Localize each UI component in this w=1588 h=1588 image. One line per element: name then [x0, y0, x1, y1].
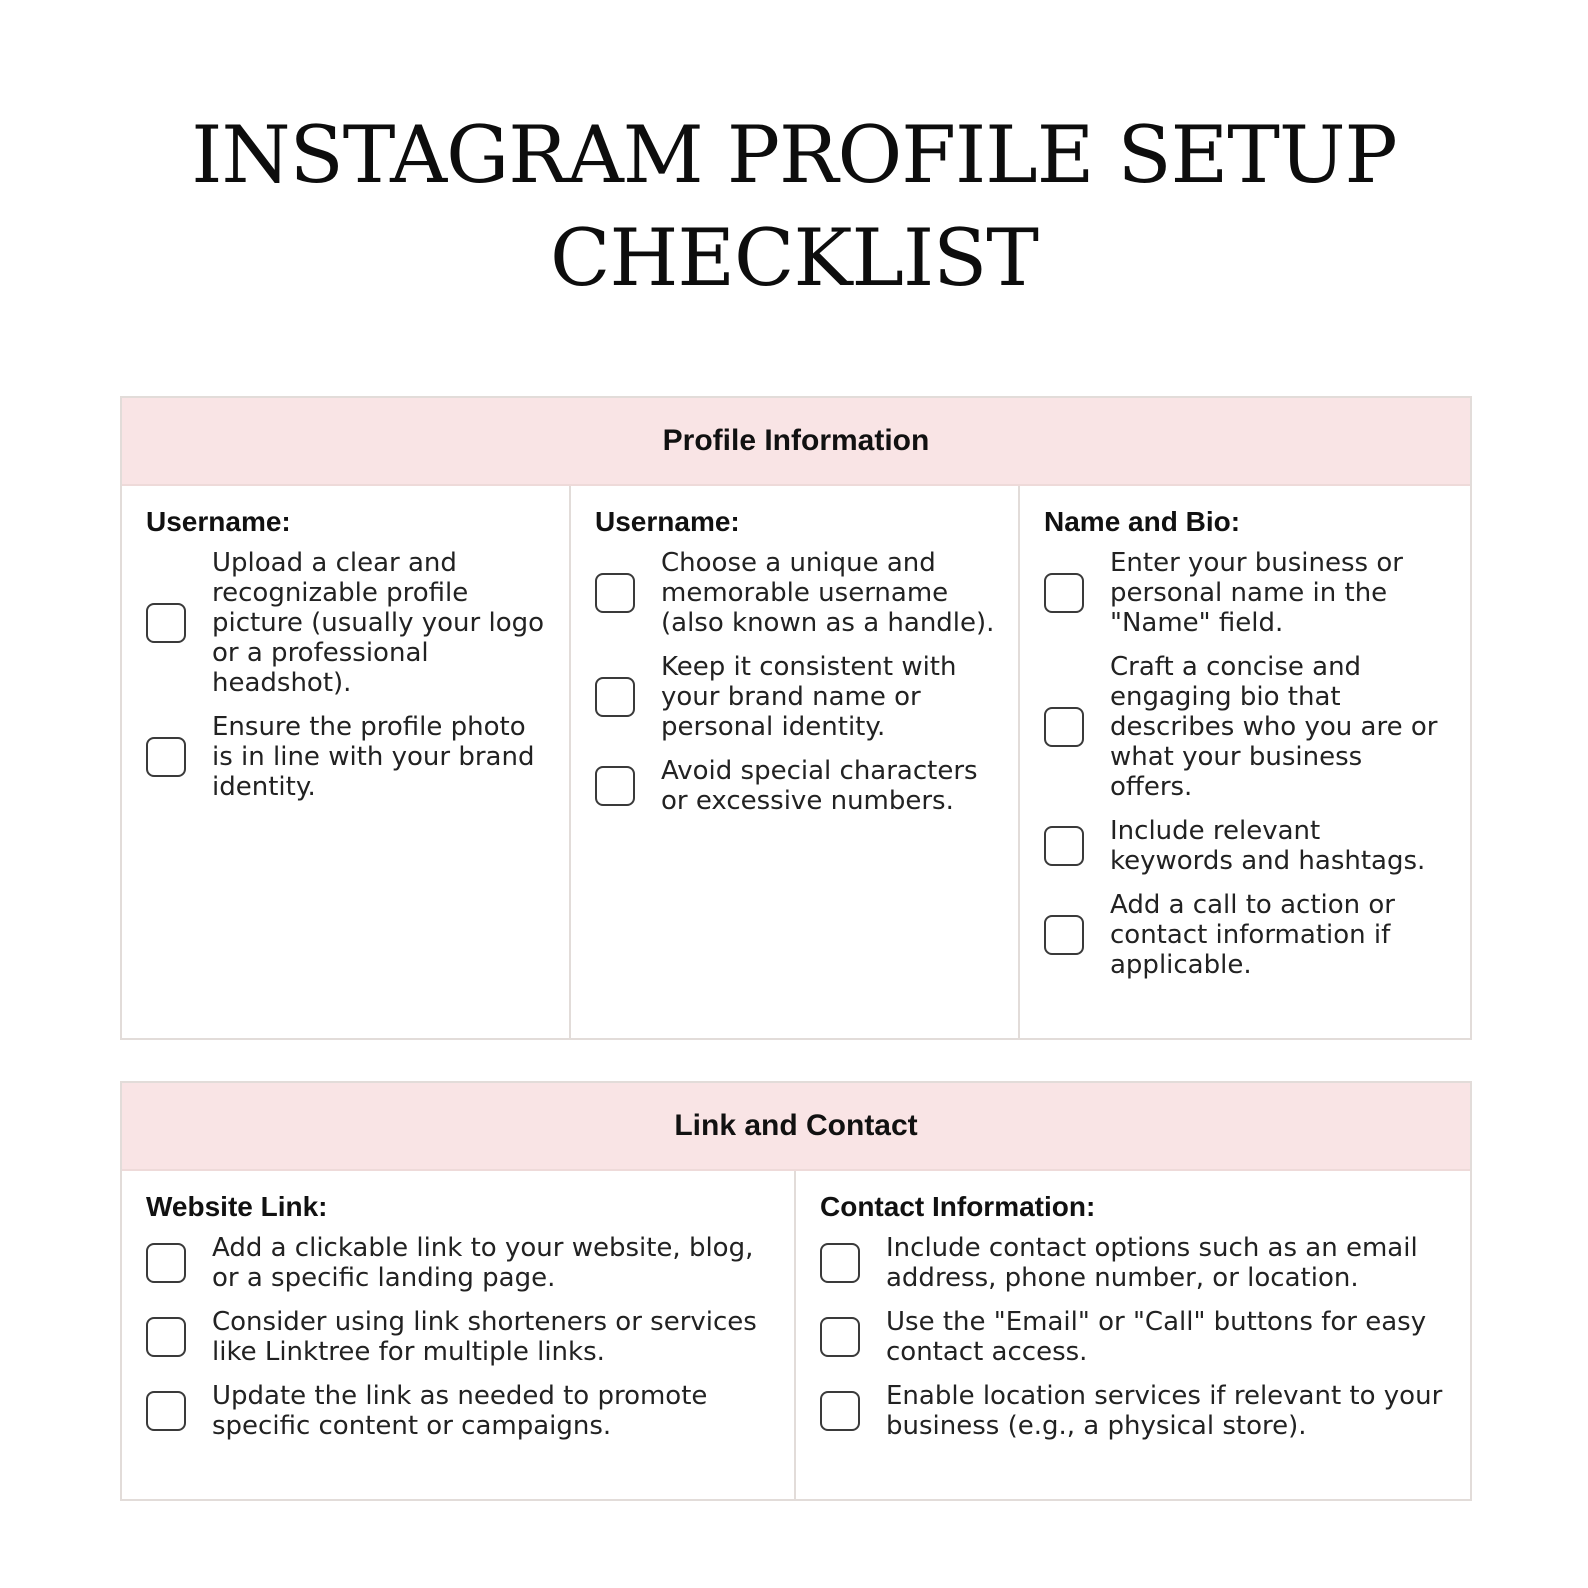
checkbox[interactable] [1044, 915, 1084, 955]
section-body [122, 486, 1470, 1038]
checklist-item [820, 1381, 1450, 1441]
checklist-item [820, 1307, 1450, 1367]
column-username-photo [122, 486, 571, 1038]
section-link-and-contact [120, 1081, 1472, 1501]
checklist-item [595, 756, 998, 816]
column-title: Name and Bio: [1044, 506, 1241, 537]
checklist-item-text: Choose a unique and memorable username (also known as a handle). [661, 548, 995, 638]
column-title: Website Link: [146, 1191, 328, 1222]
checkbox[interactable] [146, 603, 186, 643]
checklist-item [146, 1307, 774, 1367]
checklist-item-text: Enter your business or personal name in the "Name" field. [1110, 548, 1403, 638]
page-title-line-1: INSTAGRAM PROFILE SETUP [191, 109, 1397, 201]
column-name-and-bio [1020, 486, 1470, 1038]
checkbox[interactable] [595, 677, 635, 717]
page-title-line-2: CHECKLIST [550, 212, 1038, 304]
column-username-handle [571, 486, 1020, 1038]
checklist-item [595, 548, 998, 638]
checklist-item-text: Use the "Email" or "Call" buttons for easy contact access. [886, 1307, 1427, 1367]
section-body [122, 1171, 1470, 1499]
checklist-item-text: Craft a concise and engaging bio that describes who you are or what your business offers. [1110, 652, 1438, 802]
checklist-item-text: Enable location services if relevant to your business (e.g., a physical store). [886, 1381, 1443, 1441]
checklist-item [1044, 816, 1450, 876]
checklist-item-text: Add a clickable link to your website, blog, or a specific landing page. [212, 1233, 754, 1293]
checkbox[interactable] [146, 1243, 186, 1283]
checklist-item-text: Upload a clear and recognizable profile picture (usually your logo or a professional headshot). [212, 548, 545, 698]
checklist-item [1044, 890, 1450, 980]
checkbox[interactable] [1044, 826, 1084, 866]
checklist-item-text: Ensure the profile photo is in line with your brand identity. [212, 712, 535, 802]
column-contact-information [796, 1171, 1470, 1499]
checkbox[interactable] [820, 1317, 860, 1357]
checklist-item [146, 548, 549, 698]
column-title: Contact Information: [820, 1191, 1096, 1222]
checkbox[interactable] [820, 1391, 860, 1431]
checklist-item-text: Avoid special characters or excessive numbers. [661, 756, 978, 816]
checkbox[interactable] [146, 1317, 186, 1357]
checkbox[interactable] [595, 573, 635, 613]
checklist-item [146, 1233, 774, 1293]
checklist-item-text: Add a call to action or contact information if applicable. [1110, 890, 1395, 980]
checkbox[interactable] [146, 1391, 186, 1431]
checklist-item [1044, 548, 1450, 638]
checklist-item-text: Include relevant keywords and hashtags. [1110, 816, 1426, 876]
section-header: Profile Information [122, 398, 1470, 486]
checkbox[interactable] [1044, 573, 1084, 613]
page-title [0, 104, 1588, 310]
column-title: Username: [595, 506, 740, 537]
section-header: Link and Contact [122, 1083, 1470, 1171]
checkbox[interactable] [146, 737, 186, 777]
checklist-item [1044, 652, 1450, 802]
checklist-item-text: Include contact options such as an email address, phone number, or location. [886, 1233, 1418, 1293]
checklist-item-text: Update the link as needed to promote specific content or campaigns. [212, 1381, 708, 1441]
checkbox[interactable] [595, 766, 635, 806]
checklist-item [820, 1233, 1450, 1293]
checkbox[interactable] [820, 1243, 860, 1283]
section-profile-information [120, 396, 1472, 1040]
checkbox[interactable] [1044, 707, 1084, 747]
column-website-link [122, 1171, 796, 1499]
column-title: Username: [146, 506, 291, 537]
checklist-item-text: Keep it consistent with your brand name or personal identity. [661, 652, 957, 742]
checklist-item [146, 1381, 774, 1441]
checklist-item [146, 712, 549, 802]
checklist-item [595, 652, 998, 742]
checklist-item-text: Consider using link shorteners or services like Linktree for multiple links. [212, 1307, 757, 1367]
